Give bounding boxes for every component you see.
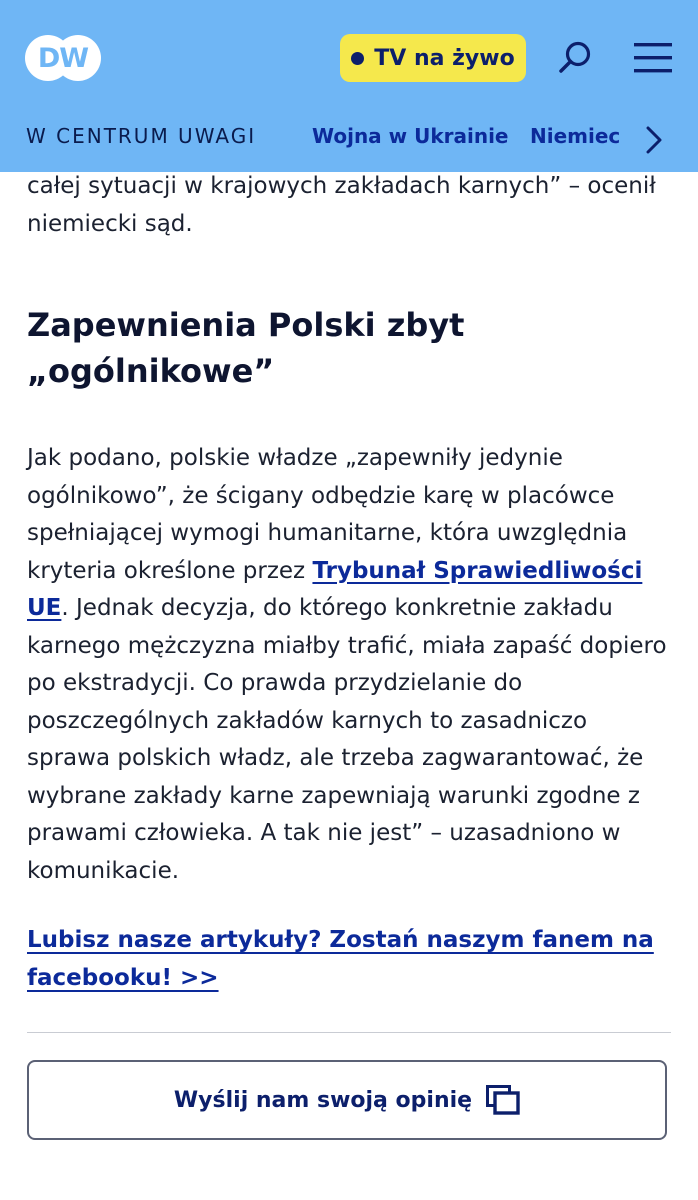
divider	[27, 1032, 671, 1033]
tsue-link[interactable]: Trybunał Sprawiedliwości UE	[27, 557, 643, 621]
topic-nav	[0, 112, 698, 162]
live-tv-label: TV na żywo	[374, 45, 515, 71]
logo-text: DW	[37, 43, 89, 74]
top-header	[0, 0, 698, 172]
search-button[interactable]	[556, 38, 596, 78]
external-window-icon	[486, 1085, 520, 1115]
nav-item-wojna-w-ukrainie[interactable]: Wojna w Ukrainie	[312, 124, 509, 148]
chevron-right-icon	[640, 120, 668, 160]
nav-item-niemiec[interactable]: Niemiec	[530, 124, 621, 148]
feedback-label: Wyślij nam swoją opinię	[173, 1087, 473, 1113]
search-icon	[556, 38, 596, 78]
article-paragraph-top: całej sytuacji w krajowych zakładach karnych” – ocenił niemiecki sąd.	[27, 173, 656, 237]
paragraph-text-before-link: Jak podano, polskie władze „zapewniły jedynie ogólnikowo”, że ścigany odbędzie karę w placówce spełniającej wymogi humanitarne, która uwzględnia kryteria określone przez	[27, 445, 628, 584]
dw-logo[interactable]	[24, 34, 102, 82]
paragraph-text-after-link: . Jednak decyzja, do którego konkretnie zakładu karnego mężczyzna miałby trafić, miała zapaść dopiero po ekstradycji. Co prawda przydzielanie do poszczególnych zakładów karnych to zasadniczo sprawa polskich władz, ale trzeba zagwarantować, że wybrane zakłady karne zapewniają warunki zgodne z prawami człowieka. A tak nie jest” – uzasadniono w komunikacie.	[27, 595, 667, 884]
nav-next-button[interactable]	[640, 120, 668, 160]
nav-heading: W CENTRUM UWAGI	[26, 124, 257, 148]
menu-icon	[632, 40, 674, 76]
article-paragraph-main	[27, 440, 673, 890]
feedback-button[interactable]	[27, 1060, 667, 1140]
section-heading: Zapewnienia Polski zbyt „ogólnikowe”	[27, 306, 465, 390]
facebook-link[interactable]: Lubisz nasze artykuły? Zostań naszym fanem na facebooku! >>	[27, 927, 654, 991]
menu-button[interactable]	[632, 40, 674, 76]
live-tv-button[interactable]	[340, 34, 526, 82]
live-dot-icon	[351, 52, 364, 65]
